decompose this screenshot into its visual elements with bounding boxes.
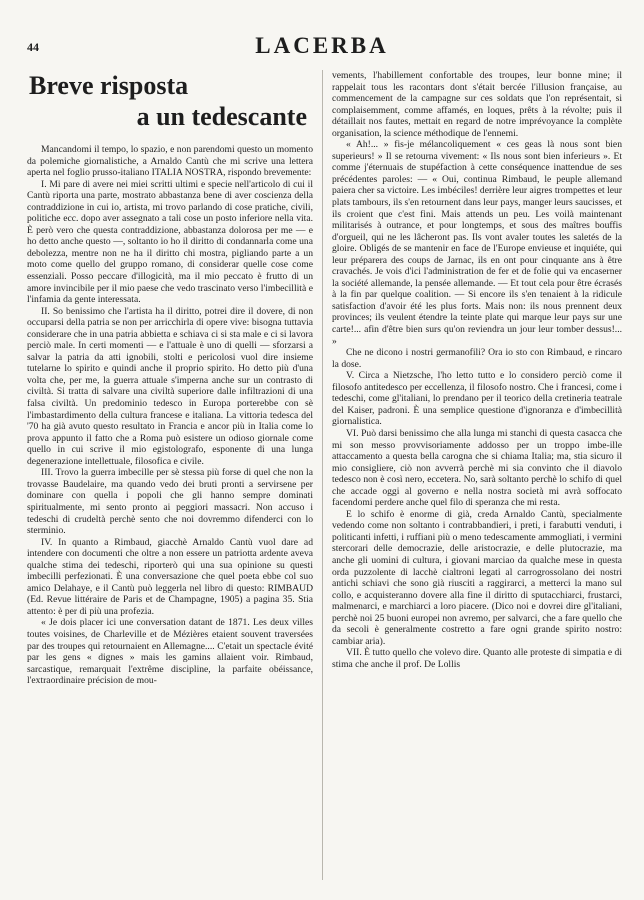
right-paragraph-dialogue: « Ah!... » fis-je mélancoliquement « ces geas là nous sont bien superieurs! » Il se retourna vivement: « Ils nous sont bien inferieurs ». Et comme j'éternuais de stupéfaction à cette conséquence inattendue de ses précédentes paroles: — « Oui, continua Rimbaud, le peuple allemand paiera cher sa victoire. Les imbéciles! derrière leur aigres trompettes et leur plats tambours, ils s'en retournent dans leur pays, manger leurs saucisses, et ils croient que c'est fini. Mais attends un peu. Les voilà maintenant militarisés à outrance, et pour longtemps, et sous des maîtres bouffis d'orgueil, qui ne les lâcheront pas. Ils vont avaler toutes les saletés de la gloire. Obligés de se mantenir en face de l'Europe envieuse et inquiéte, qui leur préparera des coups de Jarnac, ils en ont pour cinquante ans à être cravachés. Je vois d'ici l'administration de fer et de folie qui va encaserner la société allemande, la pensée allemande. — Et tout cela pour être écrasés à la fin par quelque coalition. — Si encore ils s'en tenaient à la ridicule satisfaction d'avoir été les plus forts. Mais non: ils nous prennent deux provinces; ils veulent étendre la teinte plate qui marque leur pays sur une carte!... afin d'être bien surs qu'on reviendra un jour leur tomber dessus!... » xyxy=(332,139,623,347)
masthead: LACERBA xyxy=(255,33,389,58)
right-paragraph-disgust: E lo schifo è enorme di già, creda Arnaldo Cantù, specialmente vedendo come non soltanto i contrabbandieri, i preti, i farabutti venduti, i politicanti infetti, i ruffiani più o meno tedescamente ammogliati, i vermini stercorari delle democrazie, delle aristocrazie, e delle plutocrazie, ma anche gli uomini di cultura, i giovani marciao da qualche mese in questa orda puzzolente di lacchè cialtroni legati al carrogrossolano dei nostri antichi schiavi che sono già riusciti a raggirarci, a metterci la mano sul collo, e acquisteranno dovere alla fine il diritto di sputacchiarci, frustarci, malmenarci, e marchiarci a loro piacere. (Dico noi e dovrei dire gl'italiani, perchè noi 25 buoni europei non avremo, per salvarci, che a fare quello che da secoli è generalmente costretto a fare ogni grande spirito nostro: cambiar aria). xyxy=(332,508,622,647)
article-title xyxy=(27,70,313,132)
article-title-line-2: a un tedescante xyxy=(136,102,307,131)
right-column xyxy=(332,70,622,670)
left-column xyxy=(27,68,313,687)
left-paragraph-intro: Mancandomi il tempo, lo spazio, e non parendomi questo un momento da polemiche giornalistiche, a Arnaldo Cantù che mi scrive una lettera aperta nel foglio prusso-italiano ITALIA NOSTRA, rispondo brevemente: xyxy=(27,144,313,179)
right-paragraph-quote-cont: vements, l'habillement confortable des troupes, leur bonne mine; il rappelait tous les racontars dont s'était bercée l'illusion française, au commencement de la campagne sur ces soldats que l'on représentait, si complaisemment, comme affamés, en loques, prêts à la révolte; puis il détaillait nos fautes, mettait en regard de notre imprévoyance la complète organisation, la science méthodique de l'ennemi. xyxy=(332,70,622,139)
right-paragraph-comment: Che ne dicono i nostri germanofili? Ora io sto con Rimbaud, e rincaro la dose. xyxy=(332,347,622,370)
left-paragraph-2: II. So benissimo che l'artista ha il diritto, potrei dire il dovere, di non occuparsi della patria se non per arricchirla di opere vive: bisogna tuttavia considerare che in una patria abbietta e schiava ci si sta male e ci si lavora perciò male. In certi momenti — e l'attuale è uno di quelli — sforzarsi a salvar la patria da atti ignobili, stolti e pericolosi vuol dire insieme tutelarne lo spirito e quindi anche il proprio spirito. Ho detto più d'una volta che, per me, la guerra attuale s'imperna anche sur un contrasto di civiltà. Si tratta di salvare una civiltà superiore dalle infiltrazioni di una falsa civiltà. Un predominio tedesco in Europa porterebbe con sè l'imbastardimento della cultura francese e italiana. La vittoria tedesca del '70 ha già avuto questo resultato in Francia e ancor più in Italia come lo prova appunto il fatto che a Roma può esistere un odioso giornale come quello in cui scrive il mio egistolografo, esponente di una lunga degenerazione intellettuale, filosofica e civile. xyxy=(27,305,313,467)
right-paragraph-5: V. Circa a Nietzsche, l'ho letto tutto e lo considero perciò come il filosofo antitedesco per eccellenza, il filosofo nostro. Che i francesi, come i tedeschi, come gl'italiani, lo prendano per il teorico della cretineria teatrale del Kaiser, padroni. È una semplice questione d'ignoranza e d'imbecillità giornalistica. xyxy=(332,370,622,428)
left-paragraph-3: III. Trovo la guerra imbecille per sè stessa più forse di quel che non la trovasse Baudelaire, ma quando vedo dei bruti pronti a servirsene per dominare con quella i popoli che gli hanno sempre dominati spiritualmente, mi sento pronto ai peggiori massacri. Non accuso i tedeschi di crudeltà perchè sento che noi dovremmo difenderci con lo sterminio. xyxy=(27,467,313,537)
left-paragraph-quote: « Je dois placer ici une conversation datant de 1871. Les deux villes toutes voisines, de Charleville et de Mézières etaient souvent traversées par des troupes qui retournaient en Allemagne.... C'etait un spectacle évité par les gens « dignes » mais les gamins allaient voir. Rimbaud, sarcastique, remarquait l'extrême discipline, la parfaite obéissance, l'extraordinaire précision de mou- xyxy=(27,617,313,687)
article-title-line-1: Breve risposta xyxy=(29,71,189,100)
page-number: 44 xyxy=(27,40,39,54)
column-divider xyxy=(322,70,323,880)
right-paragraph-7: VII. È tutto quello che volevo dire. Quanto alle proteste di simpatia e di stima che anche il prof. De Lollis xyxy=(332,647,622,670)
right-paragraph-6: VI. Può darsi benissimo che alla lunga mi stanchi di questa casacca che mi son messo provvisoriamente addosso per un troppo imbe-ille attaccamento a questa bella carogna che si chiama Italia; ma, stia sicuro il mio consigliere, ciò non avverrà perchè mi sia convinto che il diavolo tedesco non è così nero, eccetera. No, sarà soltanto perchè lo schifo di quel che accade oggi al governo e nella nostra società mi avrà soffocato facendomi perdere anche quel filo di speranza che mi resta. xyxy=(332,427,622,509)
left-paragraph-1: I. Mi pare di avere nei miei scritti ultimi e specie nell'articolo di cui il Cantù riporta una parte, mostrato abbastanza bene di aver coscienza della contraddizione in cui io, artista, mi trovo parlando di cose pratiche, civili, politiche ecc. dopo aver assegnato a tali cose un posto inferiore nella vita. È però vero che questa contraddizione, abbastanza dolorosa per me — e ho detto anche questo —, soltanto io ho il diritto di condannarla come una debolezza, mentre non ne ha il diritto chi mostra, pigliando parte a un moto come quello del gruppo romano, di considerar quelle cose come essenziali. Posso peccare d'illogicità, ma il mio peccato è frutto di un amore invincibile per il mio paese che vedo trascinato verso l'imbecillità e l'infamia da gente interessata. xyxy=(27,178,313,306)
left-paragraph-4: IV. In quanto a Rimbaud, giacchè Arnaldo Cantù vuol dare ad intendere con documenti che oltre a non essere un patriotta ardente aveva qualche stima dei tedeschi, riporterò qui una sua opinione su questi imbecilli perfezionati. È una conversazione che quel poeta ebbe col suo amico Delahaye, e il Cantù può leggerla nel libro di questo: RIMBAUD (Ed. Revue littéraire de Paris et de Champagne, 1905) a pagina 35. Stia attento: è per di più una profezia. xyxy=(27,536,313,617)
